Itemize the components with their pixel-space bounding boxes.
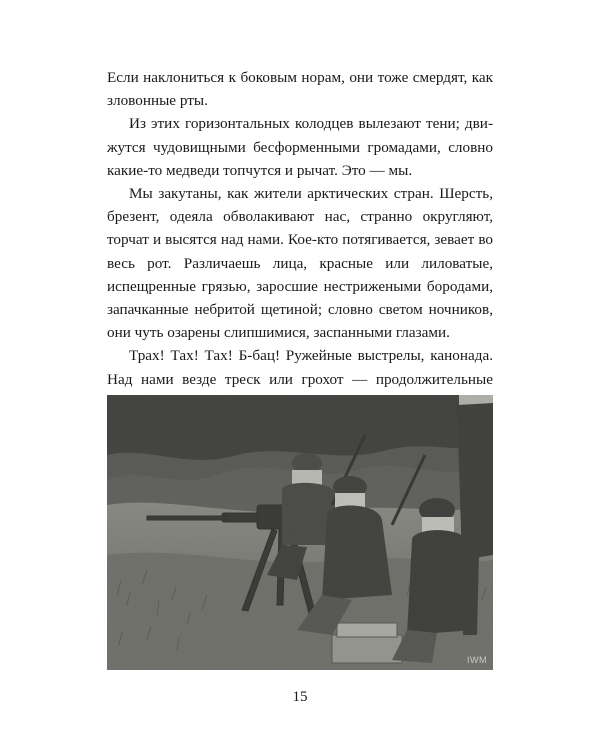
soldiers-machine-gun-image — [107, 395, 493, 670]
paragraph-4: Трах! Тах! Тах! Б-бац! Ружейные выстрелы, канонада. Над нами везде треск или грохот — продолжительные — [107, 347, 493, 388]
photo-watermark: IWM — [467, 655, 487, 665]
page-number: 15 — [292, 689, 308, 705]
body-text — [107, 66, 493, 437]
paragraph-3: Мы закутаны, как жители арктических стран. Шерсть, брезент, одеяла обволакивают нас, странно округляют, торчат и высятся над нами. Кое-кто потягивается, зевает во весь рот. Различаешь лица, красные или лиловатые, испещренные грязью, заросшие нестрижеными бородами, запачканные небритой щетиной; словно светом ночников, они чуть озарены слипшимися, заспанными глазами. — [107, 185, 493, 342]
paragraph-1: Если наклониться к боковым норам, они тоже смердят, как зловонные рты. — [107, 69, 493, 110]
paragraph-2: Из этих горизонтальных колодцев вылезают тени; движутся чудовищными бесформенными громадами, словно какие-то медведи топчутся и рычат. Это — мы. — [107, 115, 493, 179]
war-photograph — [107, 395, 493, 670]
